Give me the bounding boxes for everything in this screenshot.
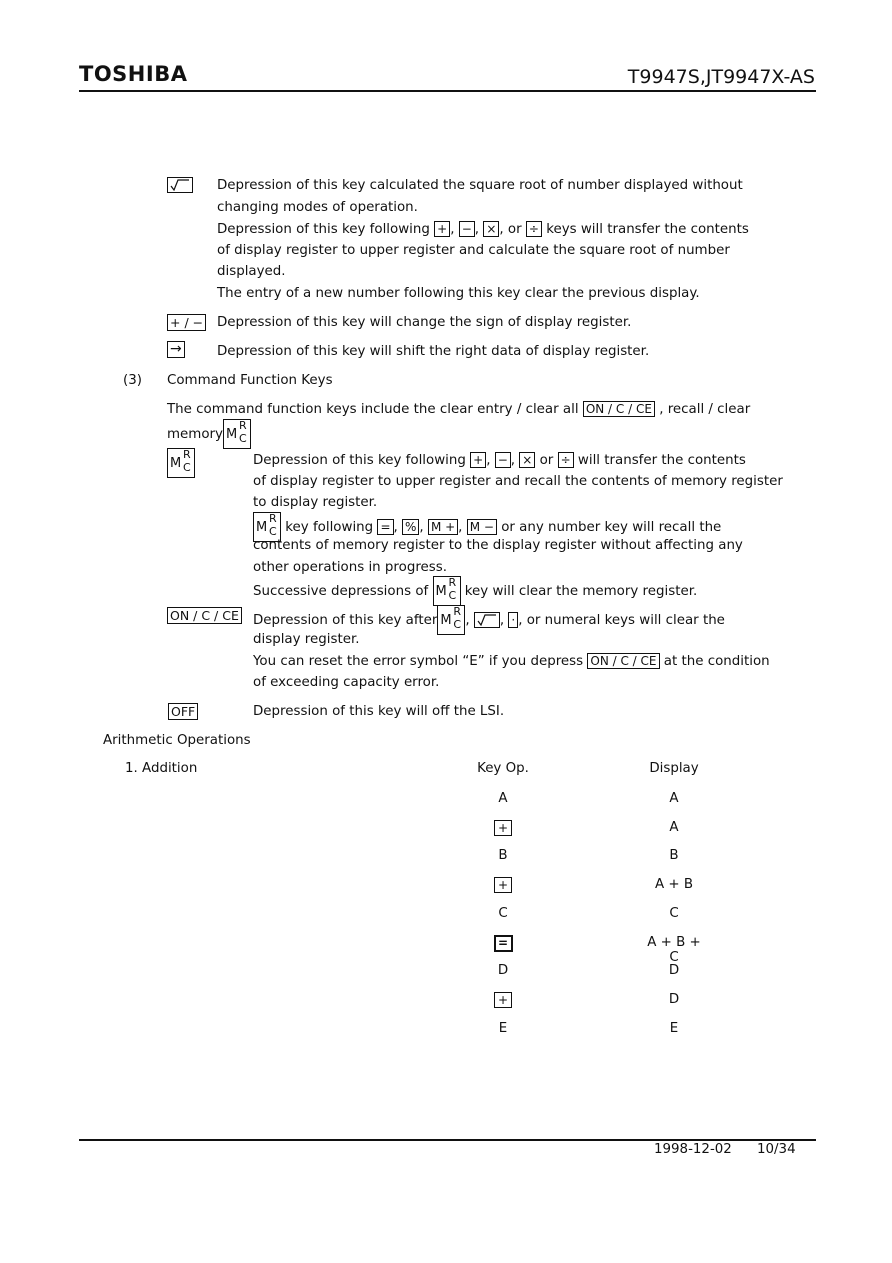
footer-rule (79, 1139, 816, 1141)
brand-logo: TOSHIBA (79, 62, 188, 86)
key-op-box: + (494, 992, 512, 1008)
off-key-icon: OFF (168, 703, 198, 720)
arith-item: 1. Addition (125, 761, 198, 776)
key-op-box: + (494, 877, 512, 893)
table-row-display: A + B (654, 877, 694, 893)
table-row-key (473, 877, 533, 893)
table-row-key (473, 935, 533, 952)
key-op-box: = (494, 935, 513, 952)
sqrt-line-5: displayed. (217, 264, 286, 279)
onc-line-4: of exceeding capacity error. (253, 675, 440, 690)
section-title: Command Function Keys (167, 373, 333, 388)
m-minus-key: M − (467, 519, 497, 535)
table-row-display: A (669, 819, 679, 835)
table-row-display: C (669, 905, 679, 921)
shift-key-text: Depression of this key will shift the right data of display register. (217, 344, 650, 359)
on-c-ce-key: ON / C / CE (587, 653, 659, 669)
table-row-key: D (497, 963, 509, 979)
onc-line-1: Depression of this key after M R C , , · , or numeral keys will clear the (253, 605, 725, 635)
mrc-key-icon: M R C (167, 448, 195, 478)
minus-key: − (495, 452, 511, 468)
section-number: (3) (123, 373, 142, 388)
part-number: T9947S,JT9947X-AS (627, 66, 815, 88)
table-row-key (473, 992, 533, 1008)
key-op-box: + (494, 820, 512, 836)
footer-date: 1998-12-02 (654, 1142, 732, 1157)
table-row-key: E (498, 1020, 508, 1036)
on-c-ce-key: ON / C / CE (583, 401, 655, 417)
sqrt-line-6: The entry of a new number following this key clear the previous display. (217, 286, 700, 301)
section-intro-line-2: memory M R C (167, 419, 251, 449)
table-row-key: C (498, 905, 508, 921)
times-key: × (519, 452, 535, 468)
mrc-line-3: to display register. (253, 495, 378, 510)
sqrt-line-2: changing modes of operation. (217, 200, 418, 215)
divide-key: ÷ (526, 221, 542, 237)
plus-key: + (434, 221, 450, 237)
sqrt-line-1: Depression of this key calculated the square root of number displayed without (217, 178, 743, 193)
footer-page: 10/34 (757, 1142, 796, 1157)
table-row-display: E (669, 1020, 679, 1036)
mrc-line-1: Depression of this key following + , − , × or ÷ will transfer the contents (253, 453, 746, 468)
table-row-key: B (498, 848, 508, 864)
header-rule (79, 90, 816, 92)
onc-line-3: You can reset the error symbol “E” if you depress ON / C / CE at the condition (253, 654, 770, 669)
section-intro-line-1: The command function keys include the clear entry / clear all ON / C / CE , recall / clear (167, 402, 751, 417)
sign-key-text: Depression of this key will change the sign of display register. (217, 315, 632, 330)
mrc-line-7: Successive depressions of M R C key will clear the memory register. (253, 576, 697, 606)
table-row-key: A (498, 791, 508, 806)
col-display: Display (649, 761, 699, 776)
sqrt-line-4: of display register to upper register and calculate the square root of number (217, 243, 730, 258)
equals-key: = (377, 519, 393, 535)
minus-key: − (459, 221, 475, 237)
sqrt-line-3: Depression of this key following + , − , × , or ÷ keys will transfer the contents (217, 222, 749, 237)
percent-key: % (402, 519, 419, 535)
col-key-op: Key Op. (477, 761, 529, 776)
times-key: × (483, 221, 499, 237)
mrc-line-4: M R C key following = , % , M + , M − or any number key will recall the (253, 512, 721, 542)
plus-key: + (470, 452, 486, 468)
divide-key: ÷ (558, 452, 574, 468)
onc-line-2: display register. (253, 632, 360, 647)
sqrt-key-icon (474, 612, 500, 628)
table-row-display: B (669, 848, 679, 864)
table-row-key (473, 820, 533, 836)
dot-key: · (508, 612, 518, 628)
table-row-display: A + B + C (647, 934, 701, 965)
arith-heading: Arithmetic Operations (103, 733, 251, 748)
sqrt-key-icon (167, 177, 193, 193)
mrc-key-icon: M R C (253, 512, 281, 542)
mrc-line-6: other operations in progress. (253, 560, 447, 575)
table-row-display: D (668, 963, 680, 979)
off-key-text: Depression of this key will off the LSI. (253, 704, 505, 719)
m-plus-key: M + (428, 519, 458, 535)
mrc-key-icon: M R C (223, 419, 251, 449)
shift-key-icon: → (167, 341, 185, 358)
mrc-line-5: contents of memory register to the display register without affecting any (253, 538, 743, 553)
table-row-display: A (669, 791, 679, 806)
mrc-key-icon: M R C (437, 605, 465, 635)
mrc-key-icon: M R C (433, 576, 461, 606)
table-row-display: D (668, 991, 680, 1007)
mrc-line-2: of display register to upper register and recall the contents of memory register (253, 474, 783, 489)
on-c-ce-key-icon: ON / C / CE (167, 607, 242, 624)
sign-key-icon: + / − (167, 314, 206, 331)
